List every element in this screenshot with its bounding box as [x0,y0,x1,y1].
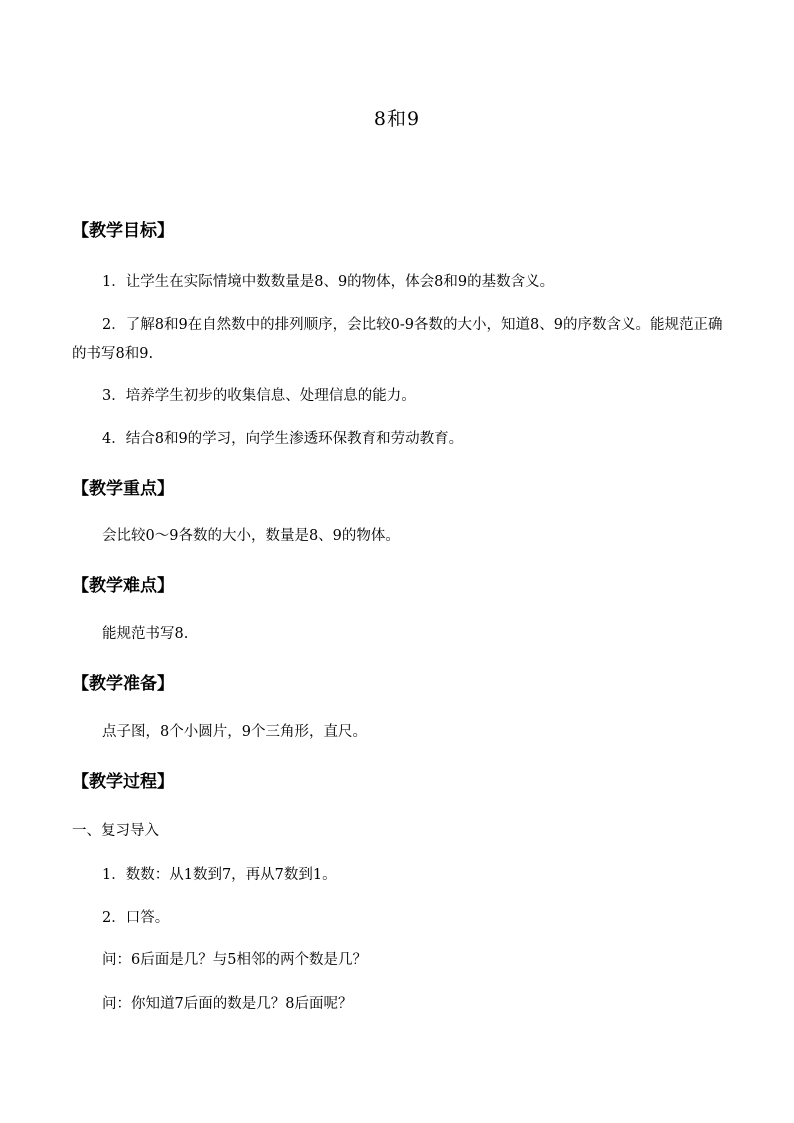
process-item-3: 问：6后面是几？与5相邻的两个数是几？ [102,952,367,968]
goal-item-2: 2．了解8和9在自然数中的排列顺序，会比较0-9各数的大小，知道8、9的序数含义。能规范正确的书写8和9. [72,317,723,362]
goal-item-3: 3．培养学生初步的收集信息、处理信息的能力。 [102,388,416,404]
process-item-2: 2．口答。 [102,910,170,926]
goal-item-4: 4．结合8和9的学习，向学生渗透环保教育和劳动教育。 [102,431,464,447]
heading-preparation: 【教学准备】 [72,674,174,694]
document-title: 8和9 [373,108,421,130]
goal-item-1: 1．让学生在实际情境中数数量是8、9的物体，体会8和9的基数含义。 [102,274,555,290]
process-item-1: 1．数数：从1数到7，再从7数到1。 [102,867,337,883]
difficulties-text: 能规范书写8. [102,626,189,642]
heading-difficulties: 【教学难点】 [72,576,174,596]
heading-key-points: 【教学重点】 [72,479,174,499]
process-subheading-review: 一、复习导入 [72,823,159,839]
heading-teaching-process: 【教学过程】 [72,772,174,792]
preparation-text: 点子图，8个小圆片，9个三角形，直尺。 [102,724,367,740]
heading-teaching-goals: 【教学目标】 [72,221,174,241]
process-item-4: 问：你知道7后面的数是几？8后面呢？ [102,996,353,1012]
key-points-text: 会比较0～9各数的大小，数量是8、9的物体。 [102,528,400,544]
